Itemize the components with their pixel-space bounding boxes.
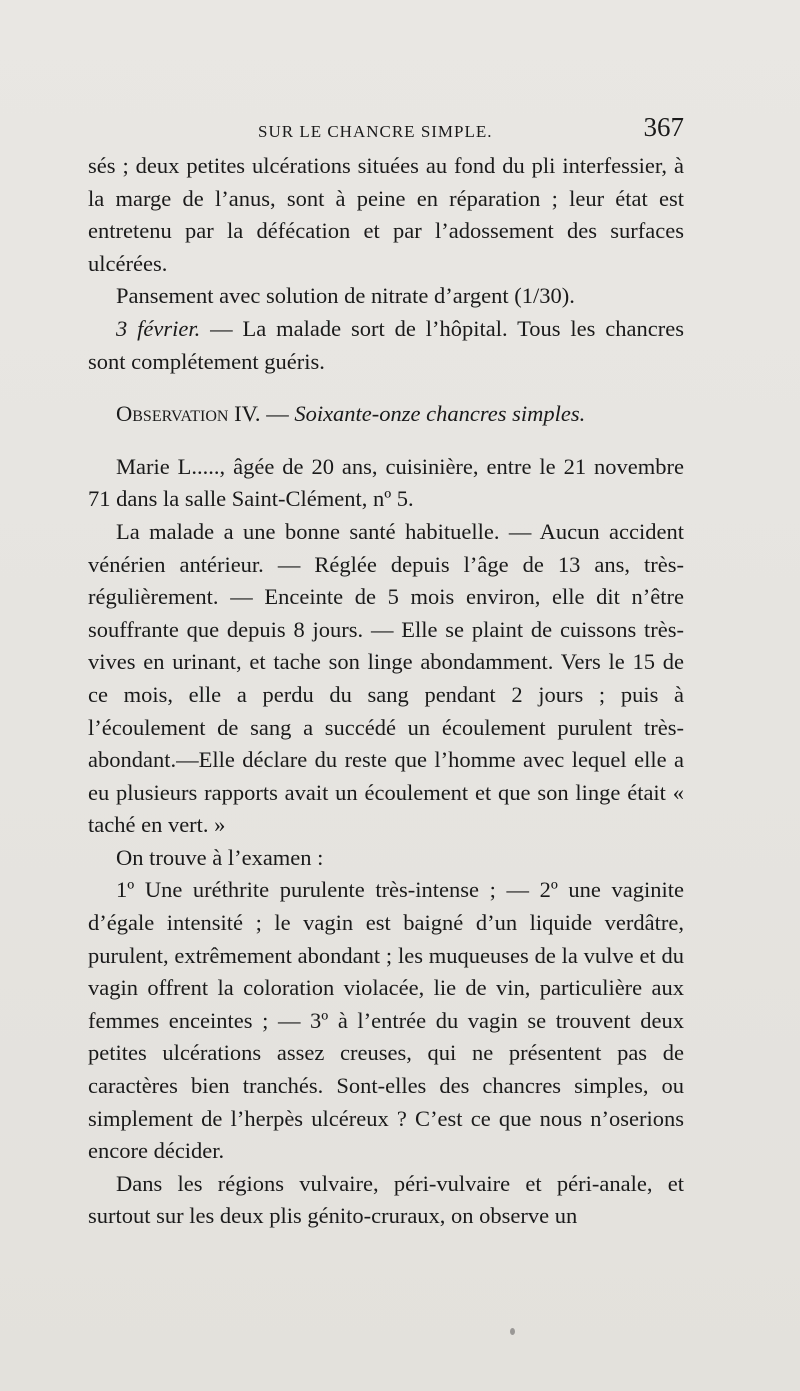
page-number: 367 (643, 112, 684, 142)
entry-date: 3 février. (116, 315, 201, 341)
paragraph-dressing: Pansement avec solution de nitrate d’argent (1/30). (116, 283, 575, 309)
observation-label: Observation IV. (116, 401, 261, 427)
entry-text: — La malade sort de l’hôpital. Tous les chancres sont complétement guéris. (88, 315, 685, 374)
ink-speck (510, 1328, 515, 1335)
page-header (88, 112, 684, 152)
paragraph-regions: Dans les régions vulvaire, péri-vulvaire et péri-anale, et surtout sur les deux plis génito-cruraux, on observe un (88, 1170, 684, 1229)
paragraph-history: La malade a une bonne santé habituelle. — Aucun accident vénérien antérieur. — Réglée depuis l’âge de 13 ans, très-régulièrement. — Enceinte de 5 mois environ, elle dit n’être souffrante que depuis 8 jours. — Elle se plaint de cuissons très-vives en urinant, et tache son linge abondamment. Vers le 15 de ce mois, elle a perdu du sang pendant 2 jours ; puis à l’écoulement de sang a succédé un écoulement purulent très-abondant.—Elle déclare du reste que l’homme avec lequel elle a eu plusieurs rapports avait un écoulement et que son linge était « taché en vert. » (88, 518, 684, 838)
body-text (88, 150, 684, 1233)
observation-heading (88, 398, 684, 431)
observation-title: Soixante-onze chancres simples. (294, 401, 586, 427)
observation-dash: — (260, 401, 295, 427)
paragraph-exam-findings: 1º Une uréthrite purulente très-intense ; — 2º une vaginite d’égale intensité ; le vagin est baigné d’un liquide verdâtre, purulent, extrêmement abondant ; les muqueuses de la vulve et du vagin offrent la coloration violacée, lie de vin, particulière aux femmes enceintes ; — 3º à l’entrée du vagin se trouvent deux petites ulcérations assez creuses, qui ne présentent pas de caractères bien tranchés. Sont-elles des chancres simples, ou simplement de l’herpès ulcéreux ? C’est ce que nous n’oserions encore décider. (88, 877, 684, 1164)
paragraph-exam-intro: On trouve à l’examen : (116, 844, 324, 870)
running-title: SUR LE CHANCRE SIMPLE. (258, 122, 493, 141)
paragraph-discharge (88, 313, 684, 378)
paragraph-continuation: sés ; deux petites ulcérations situées au fond du pli interfessier, à la marge de l’anus, sont à peine en réparation ; leur état est entretenu par la défécation et par l’adossement des surfaces ulcérées. (88, 153, 684, 276)
paragraph-patient: Marie L....., âgée de 20 ans, cuisinière, entre le 21 novembre 71 dans la salle Saint-Clément, nº 5. (88, 453, 684, 512)
